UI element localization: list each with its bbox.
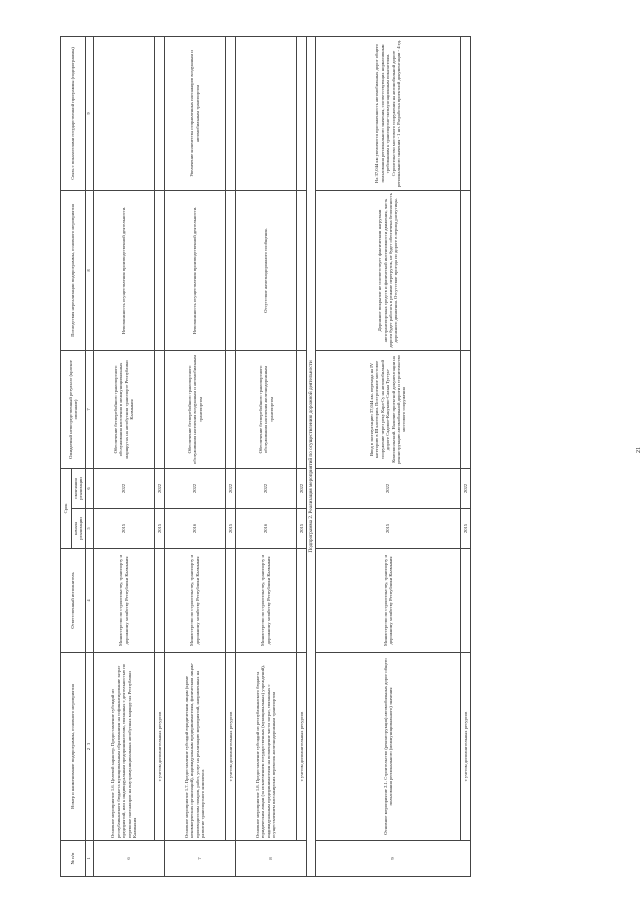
additional-empty	[154, 350, 164, 468]
measure-start: 2016	[164, 508, 225, 548]
col-num-8: 8	[85, 190, 93, 350]
subprogram-row	[306, 36, 315, 876]
additional-label: с учетом дополнительных ресурсов	[460, 652, 470, 840]
header-executor: Ответственный исполнитель	[61, 548, 86, 652]
additional-empty	[296, 190, 306, 350]
additional-start: 2015	[154, 508, 164, 548]
additional-start: 2015	[460, 508, 470, 548]
additional-empty	[225, 36, 235, 190]
table-row-additional	[154, 36, 164, 876]
measure-consequences: Дорожное покрытие не соответствует фактическим нагрузкам автотранспортных средств и физической интенсивности движения, часть дороги будет работать в режиме перегрузок, не будет обеспечена безопасность дорожного движения. Отсутствие проезда по дороге в период распутицы.	[315, 190, 460, 350]
header-name: Номер и наименование подпрограммы, основного мероприятия	[61, 652, 86, 840]
additional-label: с учетом дополнительных ресурсов	[154, 652, 164, 840]
table-row-additional	[225, 36, 235, 876]
measure-start: 2016	[235, 508, 296, 548]
table-row	[235, 36, 296, 876]
row-number: 6	[93, 840, 164, 876]
header-link: Связь с показателями государственной программы (подпрограммы)	[61, 36, 86, 190]
additional-empty	[225, 190, 235, 350]
measure-consequences: Отсутствие железнодорожного сообщения.	[235, 190, 296, 350]
additional-label: с учетом дополнительных ресурсов	[296, 652, 306, 840]
measure-result: Обеспечение бесперебойного транспортного обслуживания населения железнодорожным транспортом	[235, 350, 296, 468]
additional-empty	[154, 190, 164, 350]
measure-consequences: Невозможность осуществления производственной деятельности.	[164, 190, 225, 350]
additional-empty	[154, 36, 164, 190]
header-num: № п/п	[61, 840, 86, 876]
col-num-5: 5	[85, 508, 93, 548]
additional-empty	[225, 350, 235, 468]
col-num-1: 1	[85, 840, 93, 876]
table-row	[164, 36, 225, 876]
measure-name: Основное мероприятие 1.6. Целевой характер. Предоставление субсидий из республиканского бюджета муниципальным образованиям на софинансирование затрат предприятий, или к индивидуальным предпринимателям, связанных с деятельностью по перевозке пассажиров на внутримуниципальных автобусных маршрутах Республики Калмыкия	[93, 652, 154, 840]
measure-end: 2022	[164, 468, 225, 508]
additional-empty	[296, 36, 306, 190]
measure-start: 2015	[315, 508, 460, 548]
measure-consequences: Невозможность осуществления производственной деятельности.	[93, 190, 154, 350]
measure-executor: Министерство по строительству, транспорту и дорожному хозяйству Республики Калмыкия	[164, 548, 225, 652]
table-row	[315, 36, 460, 876]
col-num-6: 6	[85, 468, 93, 508]
additional-start: 2015	[296, 508, 306, 548]
col-num-4: 4	[85, 548, 93, 652]
additional-empty	[460, 36, 470, 190]
header-start: начала реализации	[72, 508, 86, 548]
header-result: Ожидаемый непосредственный результат (краткое описание)	[61, 350, 86, 468]
additional-start: 2015	[225, 508, 235, 548]
header-consequences: Последствия нереализации подпрограммы, основного мероприятия	[61, 190, 86, 350]
additional-end: 2022	[225, 468, 235, 508]
col-num-2: 2	[85, 748, 91, 751]
header-end: окончания реализации	[72, 468, 86, 508]
row-number: 9	[315, 840, 470, 876]
header-row	[61, 36, 72, 876]
additional-exec	[460, 548, 470, 652]
additional-end: 2022	[154, 468, 164, 508]
table-row	[93, 36, 154, 876]
row-number: 8	[235, 840, 306, 876]
measure-end: 2022	[315, 468, 460, 508]
col-num-3: 3	[85, 742, 91, 745]
measure-end: 2022	[235, 468, 296, 508]
measure-end: 2022	[93, 468, 154, 508]
table-row-additional	[460, 36, 470, 876]
row-number: 7	[164, 840, 235, 876]
measure-link	[93, 36, 154, 190]
additional-empty	[460, 190, 470, 350]
col-num-2-3	[85, 652, 93, 840]
additional-exec	[225, 548, 235, 652]
measure-start: 2015	[93, 508, 154, 548]
header-term: Срок	[61, 468, 72, 548]
additional-label: с учетом дополнительных ресурсов	[225, 652, 235, 840]
column-number-row	[85, 36, 93, 876]
measure-link	[235, 36, 296, 190]
additional-end: 2022	[460, 468, 470, 508]
additional-empty	[460, 350, 470, 468]
additional-end: 2022	[296, 468, 306, 508]
measure-name: Основное мероприятие 1.8. Предоставление субсидий из республиканского бюджета юридическим лицам (за исключением государственных (муниципальных) учреждений), индивидуальным предпринимателям на возмещение части затрат, связанных с осуществлением пассажирских перевозок железнодорожным транспортом	[235, 652, 296, 840]
col-num-9: 9	[85, 36, 93, 190]
table-row-additional	[296, 36, 306, 876]
measure-link: На 37,044 км увеличится протяженность автомобильных дорог общего пользования регионального значения, соответствующих нормативным требованиям к транспортно-эксплуатационным показателям. Строительство мостового сооружения на автомобильной дороге регионального значения - 1 шт. Разработка проектной документации - 4 ед.	[315, 36, 460, 190]
program-measures-table	[60, 36, 471, 877]
measure-result: Обеспечение бесперебойного транспортного обслуживания населения в межмуниципальных маршрутах на автобусном транспорте Республики Калмыкия	[93, 350, 154, 468]
measure-executor: Министерство по строительству, транспорту и дорожному хозяйству Республики Калмыкия	[235, 548, 296, 652]
subprogram-2-title: Подпрограмма 2. Реализация мероприятий по осуществлению дорожной деятельности	[306, 36, 315, 876]
measure-name: Основное мероприятие 1.7. Предоставление субсидий юридическим лицам (кроме некоммерческих организаций), индивидуальным предпринимателям, физическим лицам-производителям товаров, работ, услуг на реализацию мероприятий, направленных на развитие транспортного комплекса	[164, 652, 225, 840]
measure-result: Обеспечение бесперебойного транспортного обслуживания населения воздушным и автомобильным транспортом	[164, 350, 225, 468]
page-number: 21	[636, 447, 642, 453]
col-num-7: 7	[85, 350, 93, 468]
measure-name: Основное мероприятие 2.1. Строительство (реконструкция) автомобильных дорог общего пользования регионального (межмуниципального) значения	[315, 652, 460, 840]
measure-executor: Министерство по строительству, транспорту и дорожному хозяйству Республики Калмыкия	[315, 548, 460, 652]
additional-empty	[296, 350, 306, 468]
additional-exec	[154, 548, 164, 652]
measure-result: Ввод в эксплуатацию 37,044 км. перехода на IV категорию в III категории. Построенное мостовое сооружение через реку Кара-Су на автомобильной дороге Садовое-Кануково-Салын Тугтун-Комсомольский. Наличие проектной документации на реконструкцию автомобильной дороги и строительство мостового сооружения	[315, 350, 460, 468]
measure-link: Увеличение количества отправленных пассажиров воздушным и автомобильным транспортом	[164, 36, 225, 190]
measure-executor: Министерство по строительству, транспорту и дорожному хозяйству Республики Калмыкия	[93, 548, 154, 652]
additional-exec	[296, 548, 306, 652]
